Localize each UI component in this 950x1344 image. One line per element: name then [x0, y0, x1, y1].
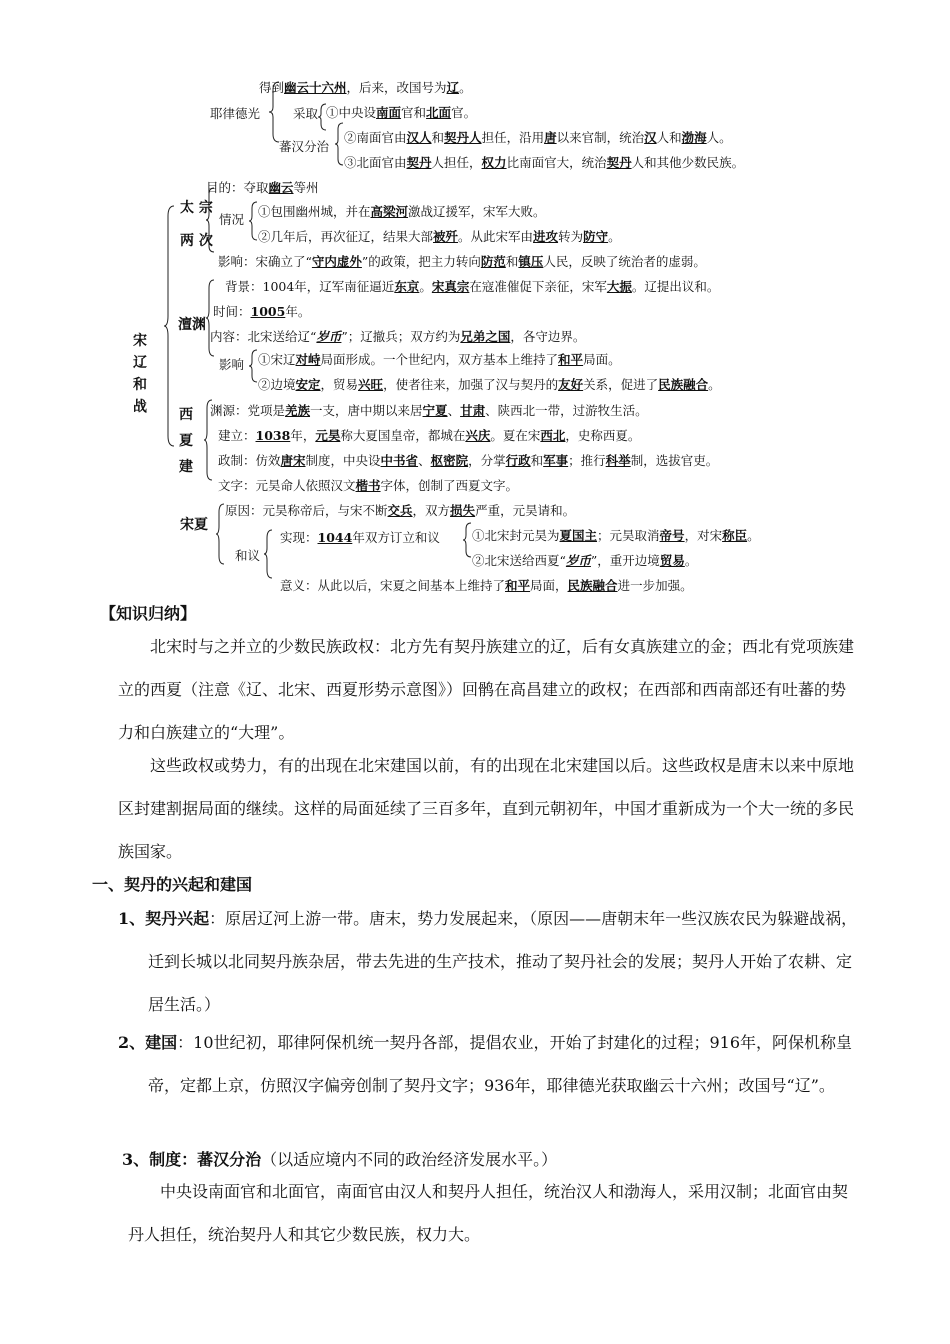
chanyuan-background: 背景：1004年，辽军南征逼近东京。宋真宗在寇准催促下亲征，宋军大振。辽提出议和。: [225, 279, 720, 294]
summary-paragraph-2: 这些政权或势力，有的出现在北宋建国以前，有的出现在北宋建国以后。这些政权是唐末以来中原地区封建割据局面的继续。这样的局面延续了三百多年，直到元朝初年，中国才重新成为一个大一统的多民族国家。: [118, 756, 855, 861]
chanyuan-effect-2: ②边境安定，贸易兴旺，使者往来，加强了汉与契丹的友好关系，促进了民族融合。: [258, 377, 721, 392]
taizong-purpose: 目的：夺取幽云等州: [206, 180, 319, 195]
songxia-result-1: ①北宋封元昊为夏国主；元昊取消帝号，对宋称臣。: [472, 528, 760, 543]
xixia-founding: 建立：1038年，元昊称大夏国皇帝，都城在兴庆。夏在宋西北，史称西夏。: [218, 428, 641, 443]
taizong-effect: 影响：宋确立了“守内虚外”的政策，把主力转向防范和镇压人民，反映了统治者的虚弱。: [218, 254, 706, 269]
main-topic-vertical: 宋 辽 和 战: [133, 333, 147, 415]
liao-line-4: ③北面官由契丹人担任，权力比南面官大，统治契丹人和其他少数民族。: [344, 155, 745, 170]
taizong-label-1: 太 宗: [180, 200, 213, 216]
liao-line-1: 得到幽云十六州，后来，改国号为辽。: [259, 80, 472, 95]
songxia-label: 宋夏: [180, 517, 208, 533]
section-1-item-3-paragraph: 中央设南面官和北面官，南面官由汉人和契丹人担任，统治汉人和渤海人，采用汉制；北面官由契丹人担任，统治契丹人和其它少数民族，权力大。: [128, 1182, 849, 1244]
fanhan-label: 蕃汉分治: [279, 139, 330, 154]
section-1-title: 一、契丹的兴起和建国: [92, 875, 253, 894]
liao-line-3: ②南面官由汉人和契丹人担任，沿用唐以来官制，统治汉人和渤海人。: [344, 130, 732, 145]
xixia-politics: 政制：仿效唐宋制度，中央设中书省、枢密院，分掌行政和军事；推行科举制，选拔官吏。: [218, 453, 719, 468]
xixia-vertical-label: 西 夏 建: [179, 407, 193, 475]
taizong-case-2: ②几年后，再次征辽，结果大部被歼。从此宋军由进攻转为防守。: [258, 229, 621, 244]
heyi-label: 和议: [235, 548, 261, 563]
chanyuan-effect-1: ①宋辽对峙局面形成。一个世纪内，双方基本上维持了和平局面。: [258, 352, 621, 367]
xixia-writing: 文字：元昊命人依照汉文楷书字体，创制了西夏文字。: [218, 478, 519, 493]
summary-heading: 【知识归纳】: [100, 604, 197, 623]
yingxiang-label: 影响: [219, 357, 245, 372]
chanyuan-label: 澶渊: [178, 317, 206, 333]
caiqu-label: 采取: [293, 106, 319, 121]
songxia-meaning: 意义：从此以后，宋夏之间基本上维持了和平局面，民族融合进一步加强。: [280, 578, 693, 593]
xixia-origin: 渊源：党项是羌族一支，唐中期以来居宁夏、甘肃、陕西北一带，过游牧生活。: [210, 403, 648, 418]
section-1-item-1: 1、契丹兴起：原居辽河上游一带。唐末，势力发展起来，（原因——唐朝末年一些汉族农民为躲避战祸，迁到长城以北同契丹族杂居，带去先进的生产技术，推动了契丹社会的发展；契丹人开始了农耕、定居生活。）: [118, 909, 858, 1014]
liao-line-2: ①中央设南面官和北面官。: [326, 105, 477, 120]
qingkuang-label: 情况: [219, 212, 245, 227]
chanyuan-content: 内容：北宋送给辽“岁币”；辽撤兵；双方约为兄弟之国，各守边界。: [210, 329, 586, 344]
chanyuan-time: 时间：1005年。: [213, 304, 311, 319]
taizong-case-1: ①包围幽州城，并在高梁河激战辽援军，宋军大败。: [258, 204, 546, 219]
section-1-item-3: 3、制度：蕃汉分治（以适应境内不同的政治经济发展水平。）: [122, 1150, 558, 1169]
yelv-deguang-label: 耶律德光: [210, 106, 261, 121]
outline-brackets: [0, 0, 950, 620]
songxia-result-2: ②北宋送给西夏“岁币”，重开边境贸易。: [472, 553, 698, 568]
songxia-realize: 实现：1044年双方订立和议: [280, 530, 440, 545]
section-1-item-2: 2、建国：10世纪初，耶律阿保机统一契丹各部，提倡农业，开始了封建化的过程；916年，阿保机称皇帝，定都上京，仿照汉字偏旁创制了契丹文字；936年，耶律德光获取幽云十六州；改国号“辽”。: [118, 1033, 853, 1095]
taizong-label-2: 两 次: [180, 233, 213, 249]
summary-paragraph-1: 北宋时与之并立的少数民族政权：北方先有契丹族建立的辽，后有女真族建立的金；西北有党项族建立的西夏（注意《辽、北宋、西夏形势示意图》）回鹘在高昌建立的政权；在西部和西南部还有吐蕃的势力和白族建立的“大理”。: [118, 637, 855, 742]
songxia-cause: 原因：元昊称帝后，与宋不断交兵，双方损失严重，元昊请和。: [225, 503, 576, 518]
